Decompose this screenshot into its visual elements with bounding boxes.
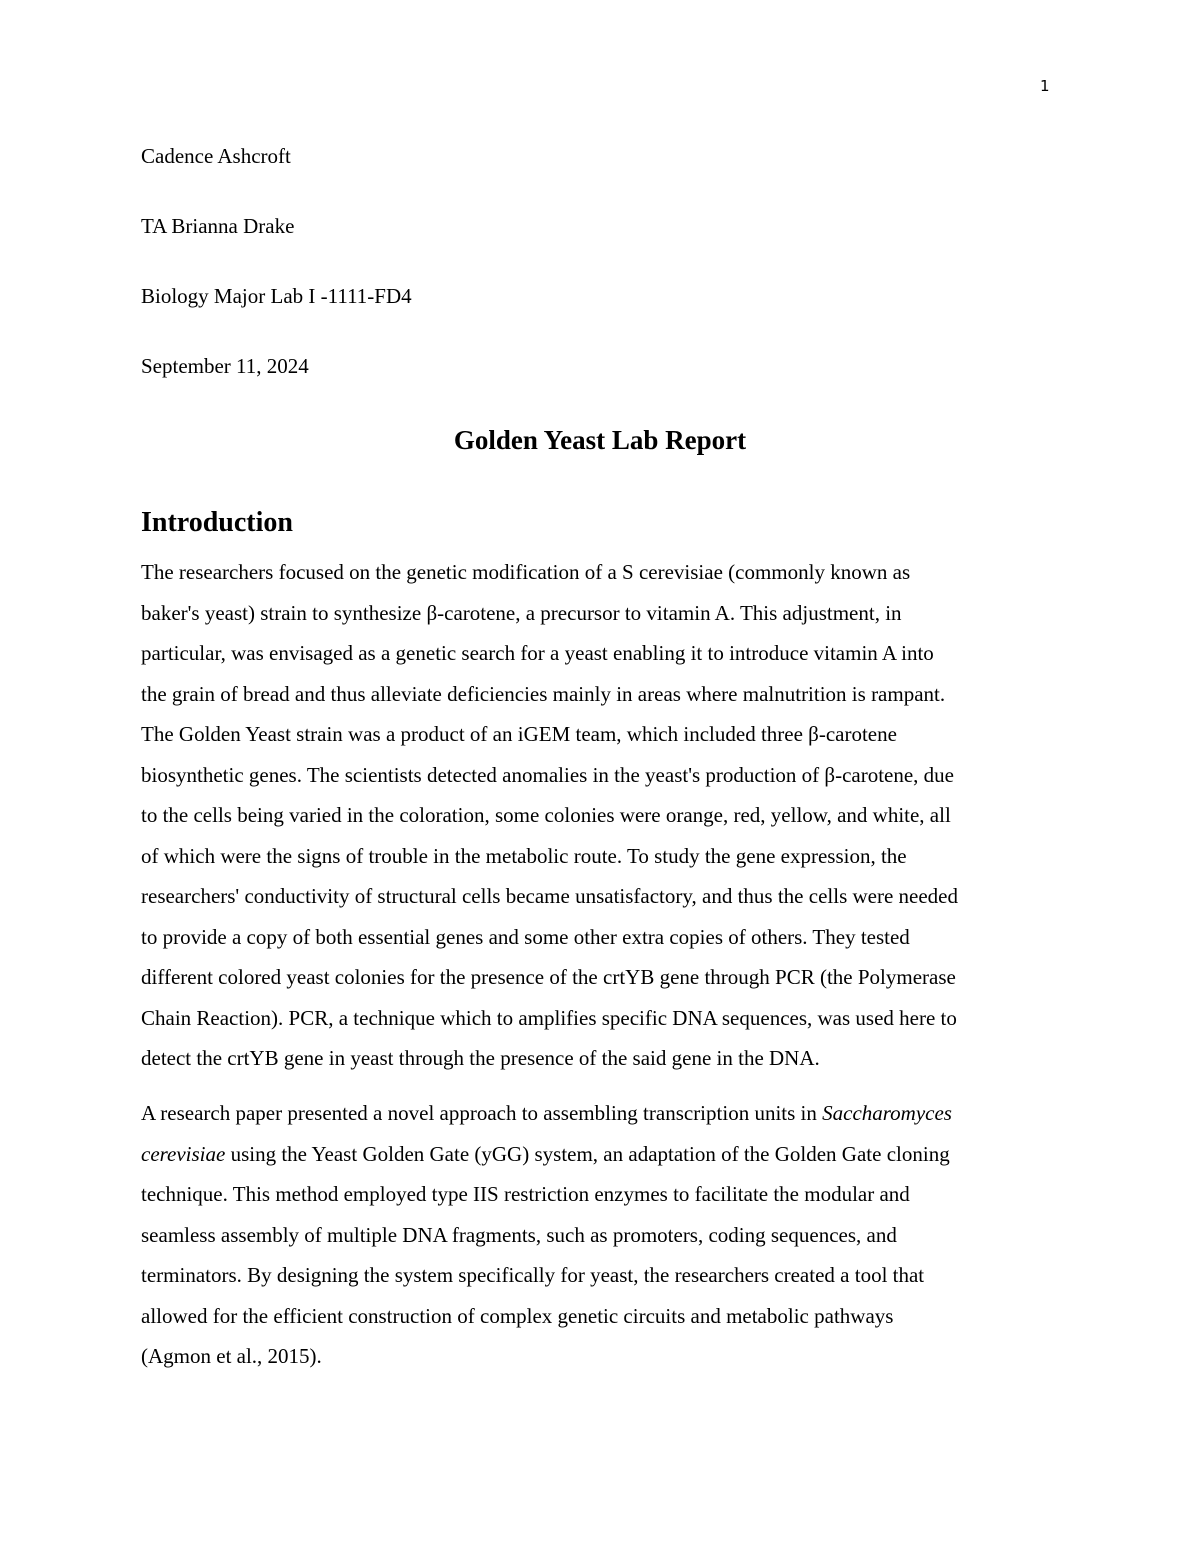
paragraph-line: different colored yeast colonies for the presence of the crtYB gene through PCR (the Polymerase — [141, 965, 956, 989]
instructor-name: TA Brianna Drake — [141, 214, 295, 238]
paragraph-line: technique. This method employed type IIS restriction enzymes to facilitate the modular and — [141, 1182, 910, 1206]
paragraph-line: The researchers focused on the genetic modification of a S cerevisiae (commonly known as — [141, 560, 911, 584]
course-name: Biology Major Lab I -1111-FD4 — [141, 284, 412, 308]
paragraph-line: baker's yeast) strain to synthesize β-carotene, a precursor to vitamin A. This adjustment, in — [141, 600, 902, 625]
paragraph-line: to the cells being varied in the coloration, some colonies were orange, red, yellow, and white, all — [141, 803, 951, 827]
author-name: Cadence Ashcroft — [141, 144, 291, 168]
paragraph-text: A research paper presented a novel approach to assembling transcription units in — [141, 1101, 823, 1125]
introduction-paragraph-1 — [141, 552, 1061, 1079]
paragraph-line: detect the crtYB gene in yeast through the presence of the said gene in the DNA. — [141, 1046, 820, 1070]
paragraph-line — [141, 1134, 1061, 1175]
paragraph-line: Chain Reaction). PCR, a technique which to amplifies specific DNA sequences, was used here to — [141, 1005, 957, 1030]
introduction-paragraph-2 — [141, 1093, 1061, 1377]
paragraph-line: researchers' conductivity of structural cells became unsatisfactory, and thus the cells were needed — [141, 884, 959, 908]
paragraph-line: of which were the signs of trouble in the metabolic route. To study the gene expression, the — [141, 843, 907, 868]
page-number: 1 — [1040, 77, 1050, 95]
species-name-epithet: cerevisiae — [141, 1141, 226, 1166]
citation-line: (Agmon et al., 2015). — [141, 1344, 322, 1368]
report-title: Golden Yeast Lab Report — [453, 425, 747, 455]
paragraph-line — [141, 1093, 1061, 1134]
paragraph-line: the grain of bread and thus alleviate deficiencies mainly in areas where malnutrition is rampant. — [141, 681, 946, 706]
species-name-genus: Saccharomyces — [822, 1101, 952, 1125]
paragraph-line: allowed for the efficient construction of complex genetic circuits and metabolic pathways — [141, 1303, 894, 1328]
paragraph-line: biosynthetic genes. The scientists detected anomalies in the yeast's production of β-carotene, due — [141, 762, 955, 787]
paragraph-line: to provide a copy of both essential genes and some other extra copies of others. They tested — [141, 924, 910, 949]
paragraph-line: terminators. By designing the system specifically for yeast, the researchers created a tool that — [141, 1263, 925, 1287]
paragraph-line: particular, was envisaged as a genetic search for a yeast enabling it to introduce vitamin A into — [141, 641, 934, 665]
report-date: September 11, 2024 — [141, 354, 309, 378]
paragraph-line: The Golden Yeast strain was a product of an iGEM team, which included three β-carotene — [141, 722, 897, 746]
paragraph-line: seamless assembly of multiple DNA fragments, such as promoters, coding sequences, and — [141, 1222, 897, 1247]
section-heading-introduction: Introduction — [141, 507, 293, 538]
paragraph-text: using the Yeast Golden Gate (yGG) system, an adaptation of the Golden Gate cloning — [225, 1141, 950, 1166]
